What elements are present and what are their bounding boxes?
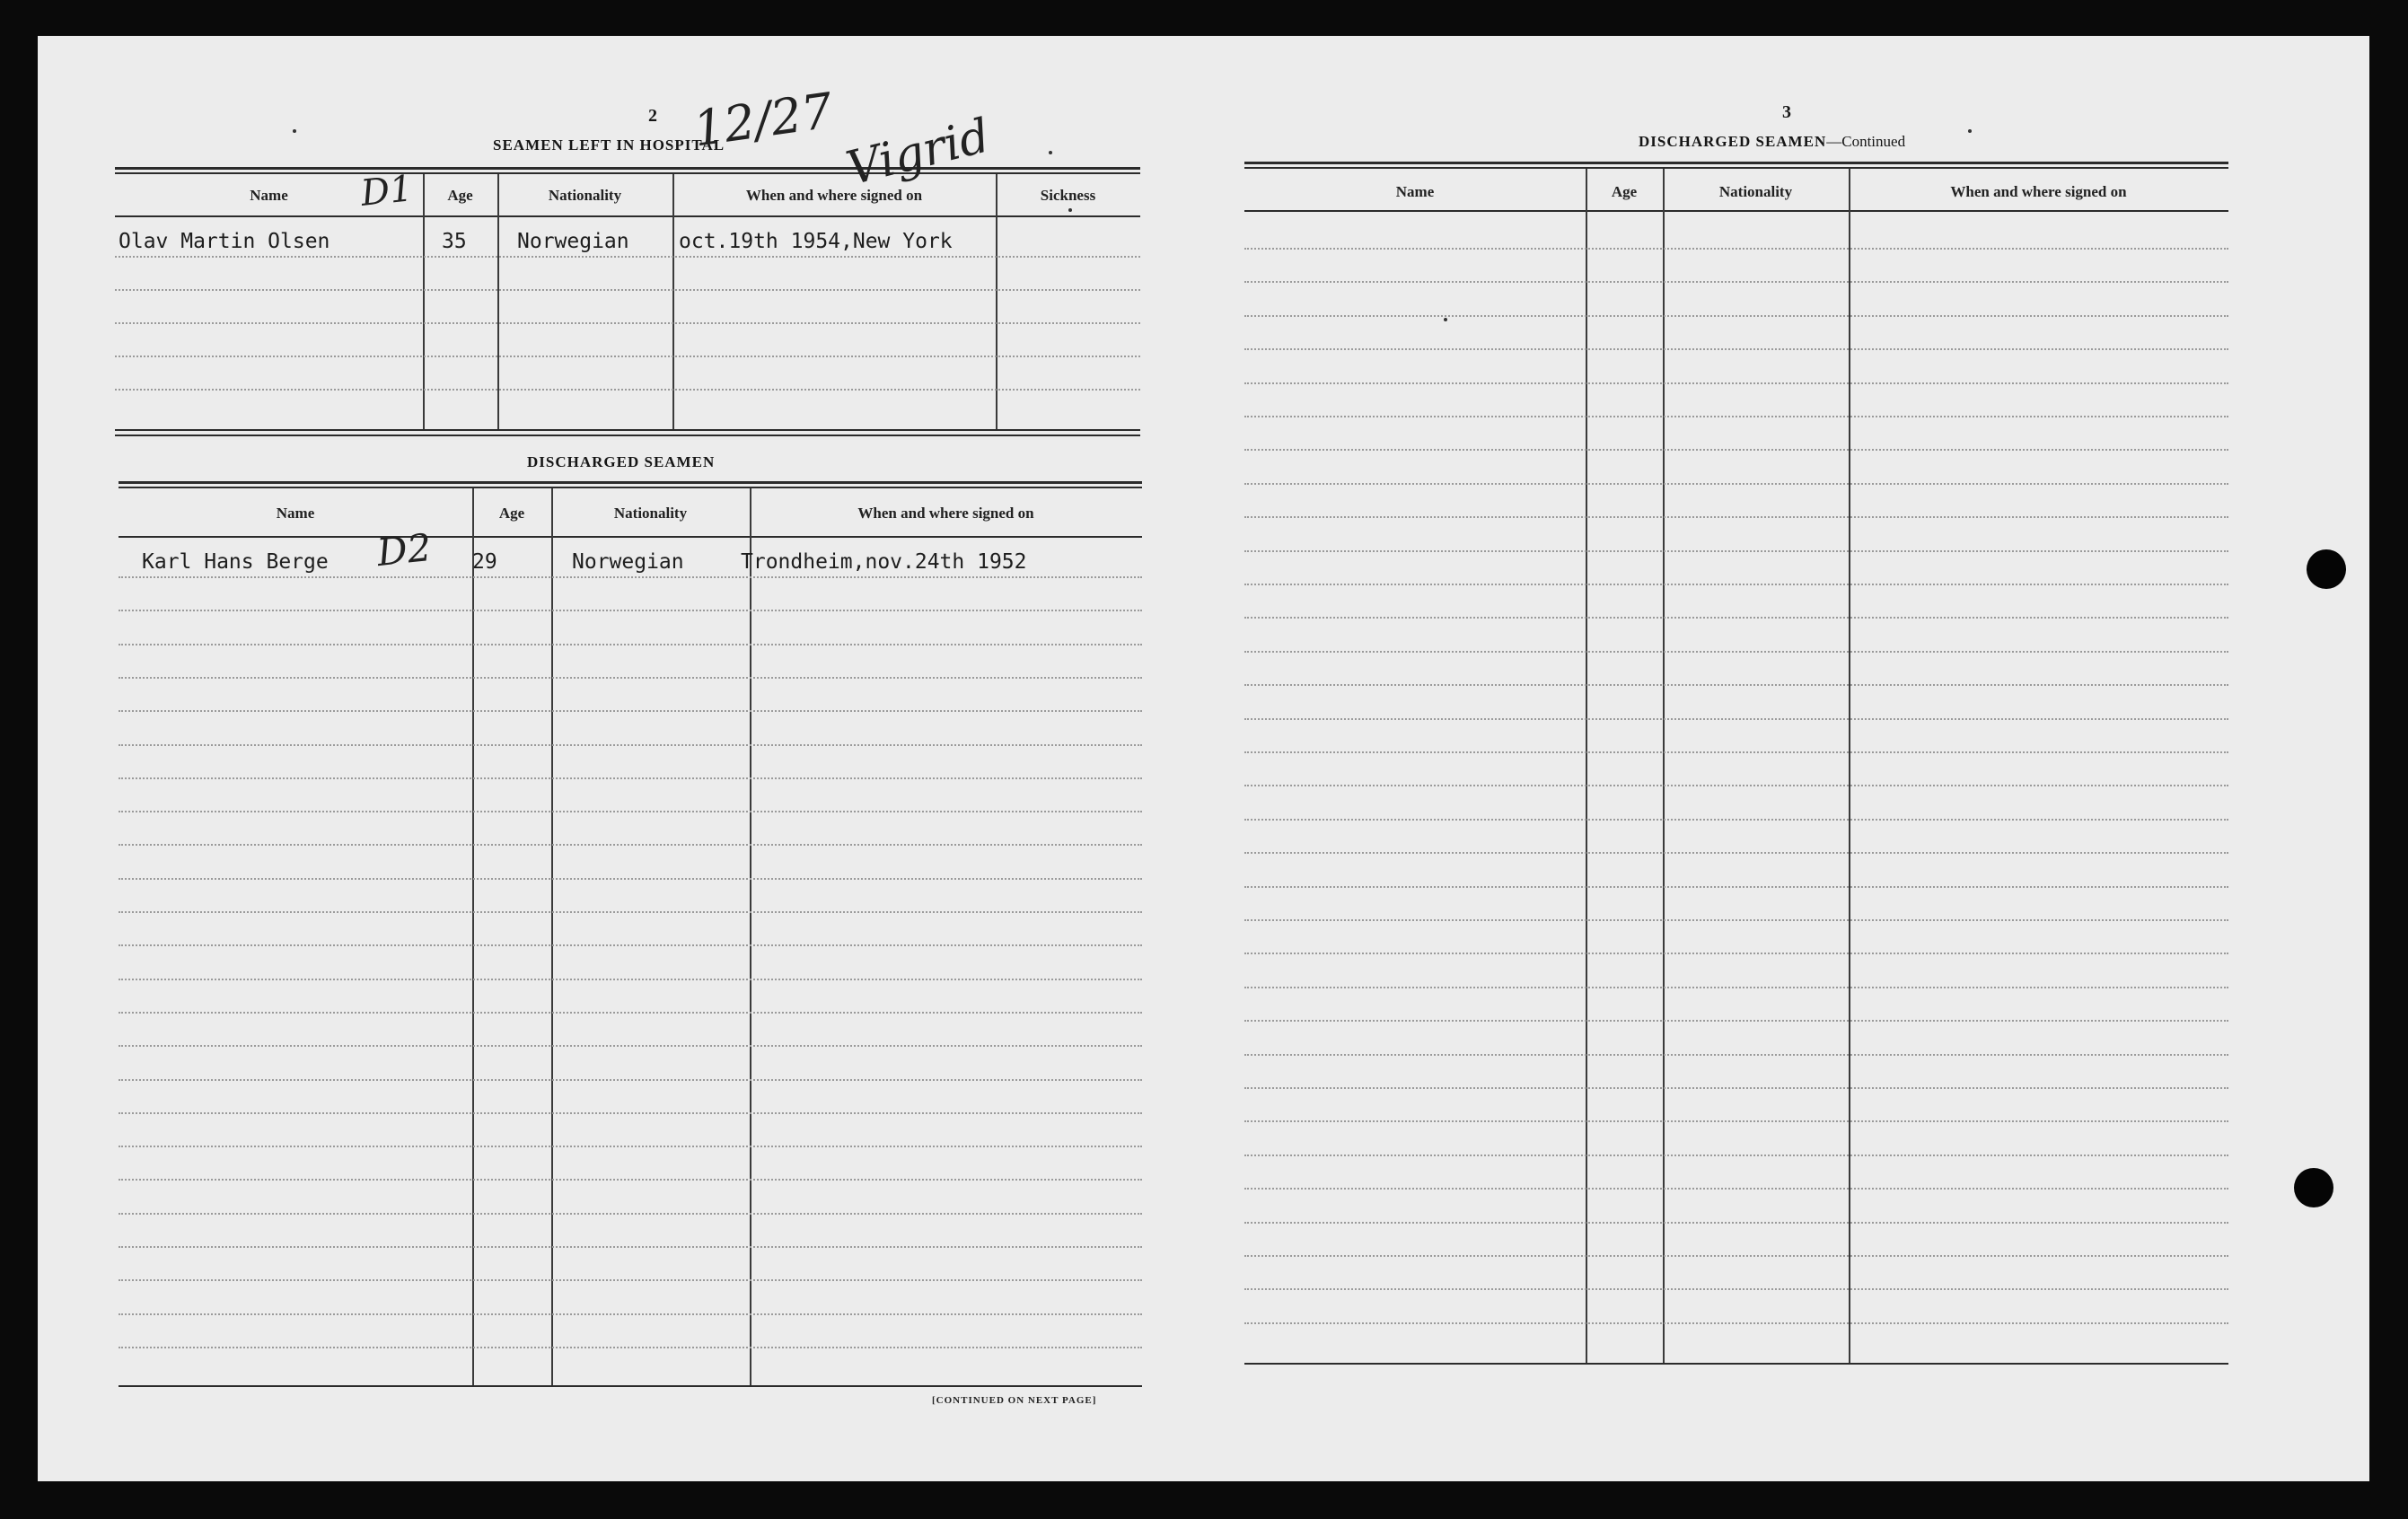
row-line: [1244, 718, 2228, 720]
row-line: [1244, 919, 2228, 921]
column-header-name: Name: [276, 505, 315, 522]
row-line: [1244, 785, 2228, 786]
punch-hole: [2307, 549, 2346, 589]
row-line: [1244, 684, 2228, 686]
row-line: [119, 644, 1142, 645]
row-line: [119, 1246, 1142, 1248]
top-rule-inner: [119, 487, 1142, 488]
row-line: [1244, 1054, 2228, 1056]
row-line: [1244, 248, 2228, 250]
row-line: [119, 1012, 1142, 1014]
row-line: [119, 576, 1142, 578]
row-line: [119, 1313, 1142, 1315]
row-line: [1244, 1288, 2228, 1290]
header-rule: [115, 215, 1140, 217]
continued-note: [CONTINUED ON NEXT PAGE]: [932, 1395, 1097, 1406]
top-rule-inner: [115, 172, 1140, 174]
speck: [293, 129, 296, 133]
row-line: [119, 710, 1142, 712]
row-line: [119, 1179, 1142, 1181]
handwritten-mark-d2: D2: [374, 524, 434, 575]
row-line: [119, 1112, 1142, 1114]
right-page-number: 3: [1782, 102, 1791, 122]
row-line: [119, 944, 1142, 946]
cell-age: 29: [472, 550, 497, 574]
handwritten-date-mark: 12/27: [690, 82, 837, 158]
row-line: [1244, 1120, 2228, 1122]
column-divider: [750, 488, 751, 1385]
row-line: [1244, 348, 2228, 350]
column-header-name: Name: [250, 187, 288, 204]
cell-signed-on: oct.19th 1954,New York: [679, 230, 953, 253]
column-header-nationality: Nationality: [613, 505, 688, 522]
discharged-section-title: DISCHARGED SEAMEN: [527, 453, 716, 470]
row-line: [1244, 1087, 2228, 1089]
row-line: [1244, 1322, 2228, 1324]
bottom-rule: [119, 1385, 1142, 1387]
row-line: [1244, 1255, 2228, 1257]
column-divider: [672, 174, 674, 429]
row-line: [119, 979, 1142, 980]
row-line: [1244, 1188, 2228, 1190]
speck: [1049, 151, 1052, 154]
cell-name: Olav Martin Olsen: [119, 230, 330, 253]
right-section-title-suffix: —Continued: [1826, 133, 1906, 150]
row-line: [115, 322, 1140, 324]
right-section-title: [1639, 133, 1905, 151]
bottom-rule-outer: [115, 435, 1140, 436]
row-line: [119, 811, 1142, 812]
handwritten-mark-d1: D1: [358, 168, 415, 215]
hospital-section-title: SEAMEN LEFT IN HOSPITAL: [493, 136, 725, 154]
row-line: [1244, 886, 2228, 888]
row-line: [1244, 516, 2228, 518]
cell-name: Karl Hans Berge: [142, 550, 329, 574]
column-divider: [551, 488, 553, 1385]
row-line: [119, 777, 1142, 779]
row-line: [1244, 281, 2228, 283]
row-line: [119, 744, 1142, 746]
top-rule: [119, 481, 1142, 484]
row-line: [119, 1279, 1142, 1281]
punch-hole: [2294, 1168, 2333, 1207]
header-rule: [1244, 210, 2228, 212]
row-line: [1244, 651, 2228, 653]
column-header-sickness: Sickness: [1040, 187, 1096, 204]
column-header-nationality: Nationality: [1718, 183, 1793, 200]
row-line: [119, 1213, 1142, 1215]
row-line: [1244, 550, 2228, 552]
speck: [1068, 208, 1072, 212]
row-line: [1244, 1222, 2228, 1224]
row-line: [1244, 1020, 2228, 1022]
row-line: [1244, 315, 2228, 317]
row-line: [115, 289, 1140, 291]
ledger-sheet: [38, 36, 2369, 1481]
cell-age: 35: [442, 230, 467, 253]
column-header-age: Age: [1611, 183, 1638, 200]
cell-nationality: Norwegian: [572, 550, 684, 574]
column-header-nationality: Nationality: [548, 187, 622, 204]
speck: [1444, 318, 1447, 321]
row-line: [1244, 416, 2228, 417]
row-line: [119, 911, 1142, 913]
row-line: [119, 677, 1142, 679]
cell-nationality: Norwegian: [517, 230, 629, 253]
row-line: [115, 389, 1140, 391]
row-line: [119, 1079, 1142, 1081]
column-divider: [472, 488, 474, 1385]
bottom-rule: [115, 429, 1140, 431]
row-line: [1244, 382, 2228, 384]
row-line: [115, 256, 1140, 258]
left-page-number: 2: [648, 106, 657, 126]
right-section-title-text: DISCHARGED SEAMEN: [1639, 133, 1827, 150]
row-line: [1244, 617, 2228, 619]
row-line: [1244, 953, 2228, 954]
column-divider: [996, 174, 997, 429]
row-line: [119, 844, 1142, 846]
row-line: [1244, 852, 2228, 854]
row-line: [1244, 751, 2228, 753]
column-header-signed-on: When and where signed on: [1950, 183, 2127, 200]
row-line: [1244, 987, 2228, 988]
row-line: [1244, 819, 2228, 821]
header-rule: [119, 536, 1142, 538]
row-line: [1244, 483, 2228, 485]
top-rule-inner: [1244, 167, 2228, 169]
row-line: [119, 1347, 1142, 1348]
column-divider: [423, 174, 425, 429]
row-line: [115, 356, 1140, 357]
column-header-signed-on: When and where signed on: [745, 187, 923, 204]
row-line: [1244, 584, 2228, 585]
bottom-rule: [1244, 1363, 2228, 1365]
top-rule: [1244, 162, 2228, 164]
speck: [1968, 129, 1972, 133]
row-line: [1244, 449, 2228, 451]
cell-signed-on: Trondheim,nov.24th 1952: [741, 550, 1027, 574]
row-line: [119, 1045, 1142, 1047]
column-divider: [497, 174, 499, 429]
column-header-signed-on: When and where signed on: [857, 505, 1034, 522]
row-line: [1244, 1155, 2228, 1156]
top-rule: [115, 167, 1140, 170]
row-line: [119, 1146, 1142, 1147]
column-header-age: Age: [447, 187, 473, 204]
row-line: [119, 878, 1142, 880]
column-header-age: Age: [498, 505, 525, 522]
row-line: [119, 610, 1142, 611]
column-header-name: Name: [1395, 183, 1435, 200]
handwritten-signature: Vigrid: [841, 109, 996, 197]
